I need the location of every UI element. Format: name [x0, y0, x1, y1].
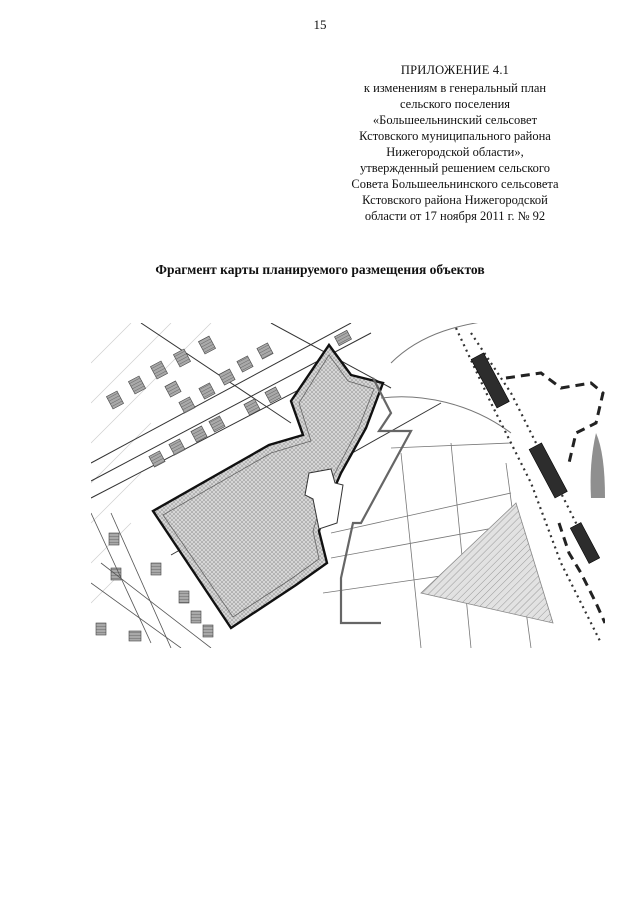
appendix-line: утвержденный решением сельского: [360, 161, 550, 175]
appendix-line: области от 17 ноября 2011 г. № 92: [364, 209, 546, 223]
appendix-block: [330, 62, 580, 224]
appendix-line: Совета Большеельнинского сельсовета: [351, 177, 559, 191]
right-edge-shape: [591, 433, 605, 498]
appendix-title: ПРИЛОЖЕНИЕ 4.1: [400, 63, 510, 77]
map-fragment: [91, 323, 605, 648]
map-heading: Фрагмент карты планируемого размещения объектов: [155, 262, 485, 277]
page-number: 15: [313, 17, 327, 32]
appendix-line: к изменениям в генеральный план: [363, 81, 547, 95]
appendix-line: «Большеельнинский сельсовет: [372, 113, 538, 127]
appendix-line: Кстовского района Нижегородской: [362, 193, 548, 207]
appendix-line: Нижегородской области»,: [386, 145, 524, 159]
appendix-line: сельского поселения: [399, 97, 511, 111]
appendix-line: Кстовского муниципального района: [359, 129, 551, 143]
hatched-area: [421, 503, 553, 623]
